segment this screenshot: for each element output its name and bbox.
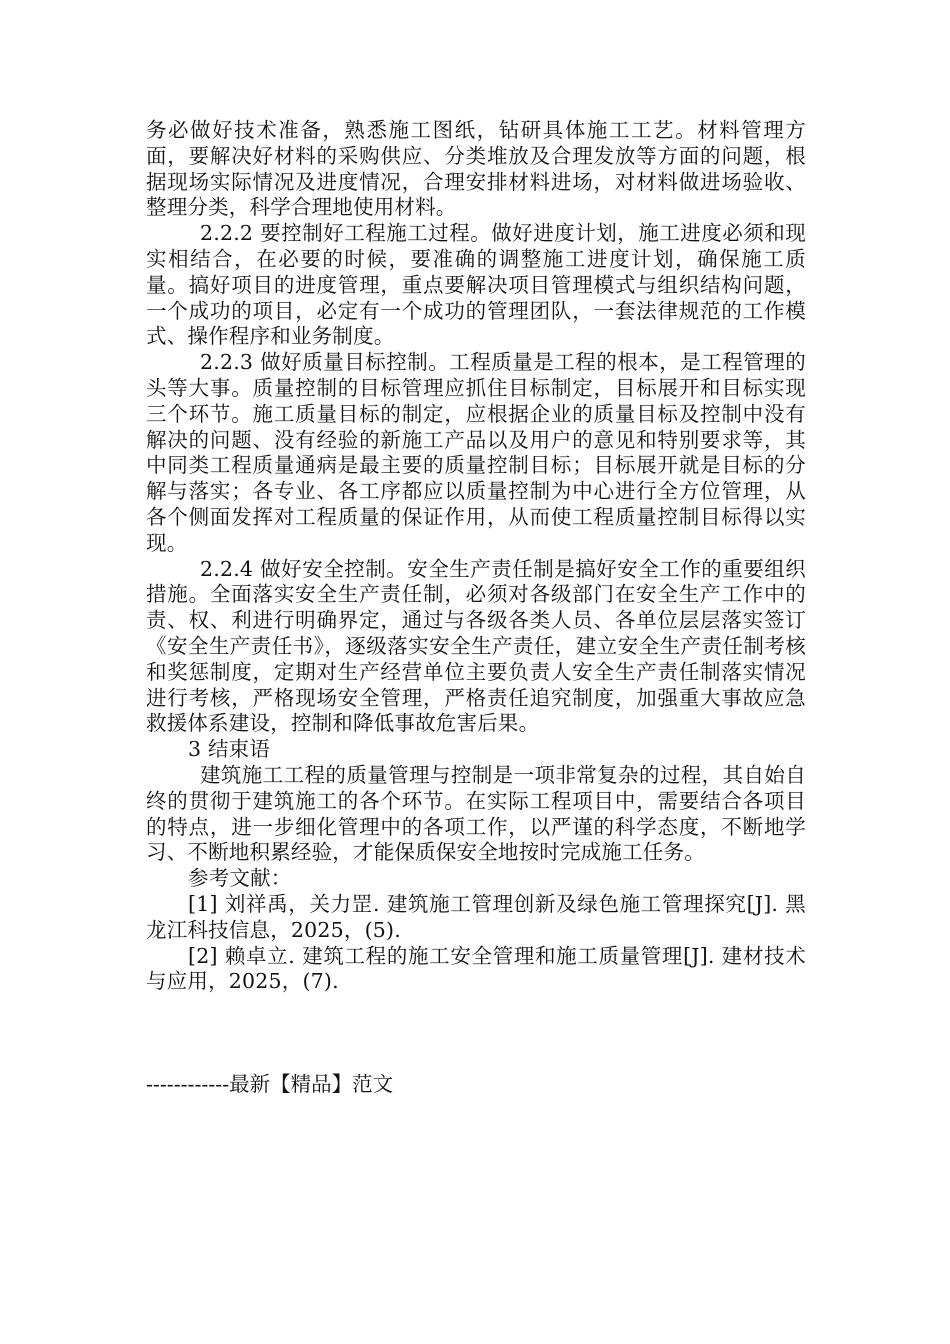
paragraph-materials: 务必做好技术准备，熟悉施工图纸，钻研具体施工工艺。材料管理方面，要解决好材料的采购供应、分类堆放及合理发放等方面的问题，根据现场实际情况及进度情况，合理安排材料进场，对材料做进场验收、整理分类，科学合理地使用材料。 <box>146 118 806 220</box>
references-heading: 参考文献： <box>188 866 292 891</box>
document-body <box>146 118 806 995</box>
conclusion-paragraph: 建筑施工工程的质量管理与控制是一项非常复杂的过程，其自始自终的贯彻于建筑施工的各个环节。在实际工程项目中，需要结合各项目的特点，进一步细化管理中的各项工作，以严谨的科学态度，不断地学习、不断地积累经验，才能保质保安全地按时完成施工任务。 <box>146 762 806 865</box>
footer-text: ------------最新【精品】范文 <box>146 1072 394 1096</box>
conclusion-heading: 3 结束语 <box>188 737 271 762</box>
paragraph-2-2-3: 2.2.3 做好质量目标控制。工程质量是工程的根本，是工程管理的头等大事。质量控制的目标管理应抓住目标制定，目标展开和目标实现三个环节。施工质量目标的制定，应根据企业的质量目标及控制中没有解决的问题、没有经验的新施工产品以及用户的意见和特别要求等，其中同类工程质量通病是最主要的质量控制目标；目标展开就是目标的分解与落实；各专业、各工序都应以质量控制为中心进行全方位管理，从各个侧面发挥对工程质量的保证作用，从而使工程质量控制目标得以实现。 <box>146 350 806 555</box>
paragraph-2-2-4: 2.2.4 做好安全控制。安全生产责任制是搞好安全工作的重要组织措施。全面落实安全生产责任制，必须对各级部门在安全生产工作中的责、权、利进行明确界定，通过与各级各类人员、各单位层层落实签订《安全生产责任书》，逐级落实安全生产责任，建立安全生产责任制考核和奖惩制度，定期对生产经营单位主要负责人安全生产责任制落实情况进行考核，严格现场安全管理，严格责任追究制度，加强重大事故应急救援体系建设，控制和降低事故危害后果。 <box>146 556 806 736</box>
reference-item-2: [2] 赖卓立. 建筑工程的施工安全管理和施工质量管理[J]. 建材技术与应用，2025，(7). <box>146 943 806 994</box>
reference-item-1: [1] 刘祥禹，关力罡. 建筑施工管理创新及绿色施工管理探究[J]. 黑龙江科技信息，2025，(5). <box>146 891 806 942</box>
paragraph-2-2-2: 2.2.2 要控制好工程施工过程。做好进度计划，施工进度必须和现实相结合，在必要的时候，要准确的调整施工进度计划，确保施工质量。搞好项目的进度管理，重点要解决项目管理模式与组织结构问题，一个成功的项目，必定有一个成功的管理团队，一套法律规范的工作模式、操作程序和业务制度。 <box>146 221 806 349</box>
